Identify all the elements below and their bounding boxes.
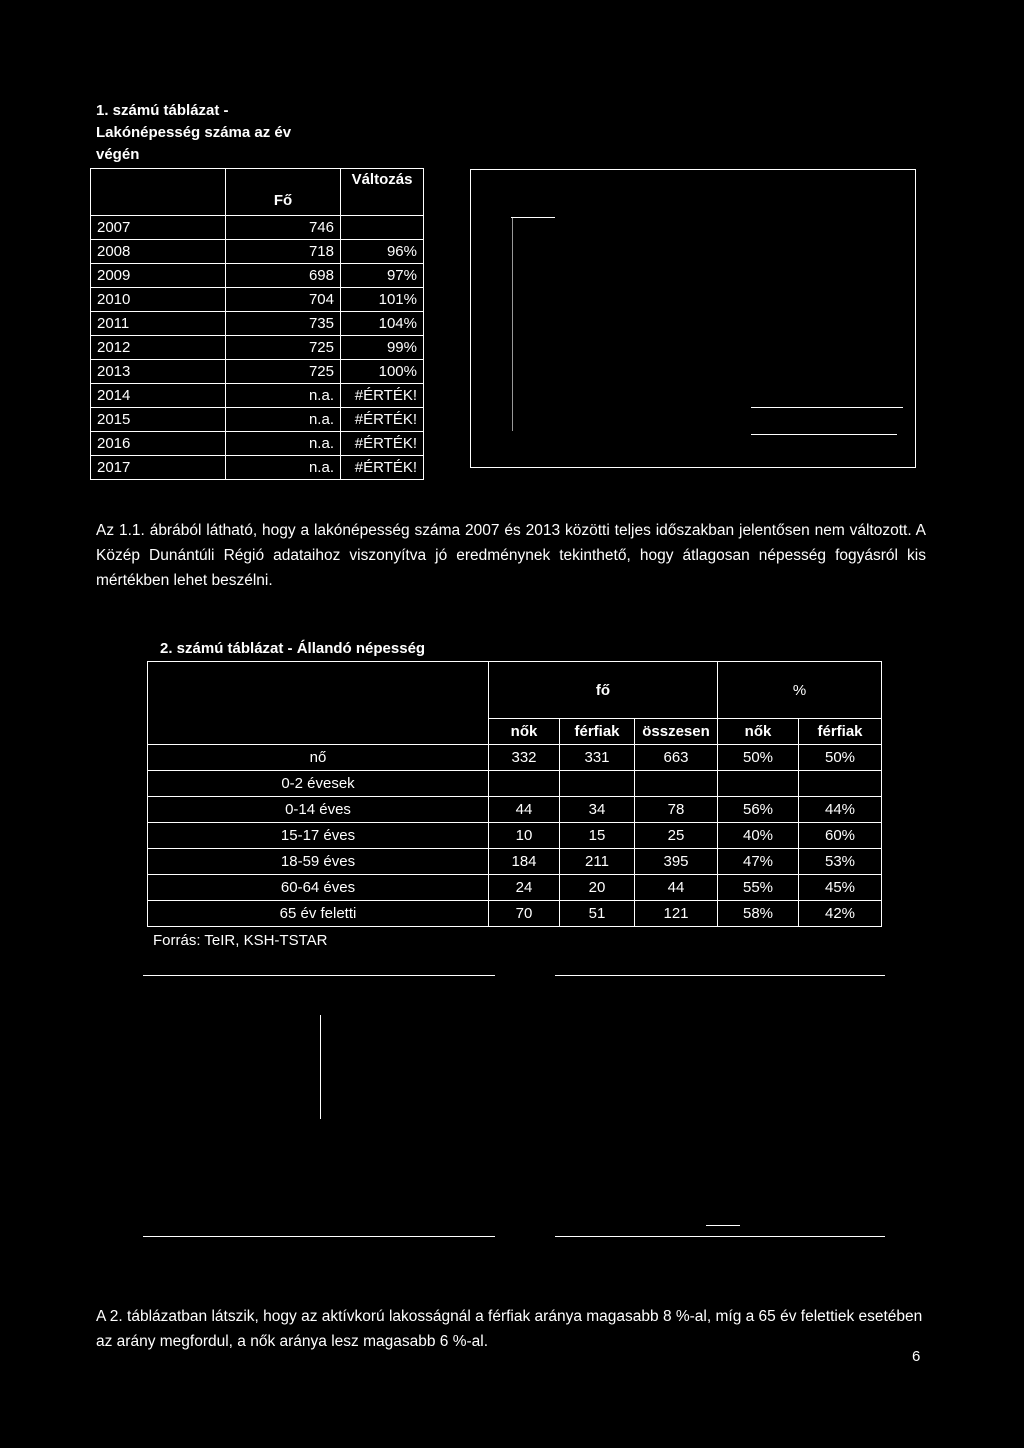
chart-border-line: [555, 1236, 885, 1237]
table-cell: 40%: [718, 823, 799, 849]
table-row: [148, 745, 882, 771]
population-table: [90, 168, 424, 480]
table-cell: 58%: [718, 901, 799, 927]
table-row: [91, 384, 424, 408]
table-row: [91, 456, 424, 480]
table-cell: 96%: [341, 240, 424, 264]
header-group-cell: %: [718, 662, 882, 719]
table-cell: 663: [635, 745, 718, 771]
table-cell: 44%: [799, 797, 882, 823]
table-row: [91, 216, 424, 240]
table-cell: 0-2 évesek: [148, 771, 489, 797]
table-cell: 2007: [91, 216, 226, 240]
table-cell: n.a.: [226, 456, 341, 480]
chart-frame: [470, 169, 916, 468]
table-cell: 2008: [91, 240, 226, 264]
table-cell: #ÉRTÉK!: [341, 456, 424, 480]
permanent-population-table: [147, 661, 882, 927]
table1-title-line: Lakónépesség száma az év: [96, 124, 292, 141]
table-cell: 121: [635, 901, 718, 927]
chart-border-line: [143, 975, 495, 976]
table-row: [148, 901, 882, 927]
header-cell: nők: [489, 719, 560, 745]
table-cell: 2011: [91, 312, 226, 336]
paragraph: A 2. táblázatban látszik, hogy az aktívkorú lakosságnál a férfiak aránya magasabb 8 %-al, míg a 65 év felettiek esetében az arány megfordul, a nők aránya lesz magasabb 6 %-al.: [96, 1308, 923, 1350]
table-cell: 2017: [91, 456, 226, 480]
paragraph: Az 1.1. ábrából látható, hogy a lakónépesség száma 2007 és 2013 közötti teljes időszakban jelentősen nem változott. A Közép Dunántúli Régió adataihoz viszonyítva jó eredménynek tekinthető, hogy átlagosan népesség fogyásról kis mértékben lehet beszélni.: [96, 522, 926, 589]
table-cell: n.a.: [226, 432, 341, 456]
table-cell: 20: [560, 875, 635, 901]
table-cell: 44: [635, 875, 718, 901]
table-cell: [341, 216, 424, 240]
table-cell: 100%: [341, 360, 424, 384]
table-cell: 99%: [341, 336, 424, 360]
header-cell: Fő: [226, 169, 341, 216]
table-cell: 55%: [718, 875, 799, 901]
table-cell: 10: [489, 823, 560, 849]
table-cell: 56%: [718, 797, 799, 823]
table-cell: 15-17 éves: [148, 823, 489, 849]
table-cell: 2012: [91, 336, 226, 360]
chart-legend-line: [706, 1225, 740, 1226]
table-cell: 15: [560, 823, 635, 849]
table-cell: 718: [226, 240, 341, 264]
table-cell: [718, 771, 799, 797]
table-cell: #ÉRTÉK!: [341, 432, 424, 456]
table-cell: 735: [226, 312, 341, 336]
table-cell: 47%: [718, 849, 799, 875]
table-cell: 97%: [341, 264, 424, 288]
table-cell: 725: [226, 336, 341, 360]
table-cell: 2013: [91, 360, 226, 384]
table-cell: 725: [226, 360, 341, 384]
header-cell: Változás: [341, 169, 424, 216]
table-cell: 2010: [91, 288, 226, 312]
table-row: [91, 432, 424, 456]
table-row: [91, 360, 424, 384]
table-cell: 395: [635, 849, 718, 875]
table-cell: 746: [226, 216, 341, 240]
chart-axis-line: [512, 217, 513, 431]
table-cell: 34: [560, 797, 635, 823]
table-cell: 50%: [799, 745, 882, 771]
header-cell: összesen: [635, 719, 718, 745]
table-cell: 25: [635, 823, 718, 849]
header-cell: nők: [718, 719, 799, 745]
table-cell: 60-64 éves: [148, 875, 489, 901]
table-cell: 51: [560, 901, 635, 927]
chart-axis-line: [320, 1015, 321, 1119]
table-cell: 2009: [91, 264, 226, 288]
table1-title: [96, 100, 291, 166]
table-cell: 45%: [799, 875, 882, 901]
table-cell: 704: [226, 288, 341, 312]
table-cell: n.a.: [226, 384, 341, 408]
table-cell: 60%: [799, 823, 882, 849]
table-row: [91, 240, 424, 264]
table-cell: 2016: [91, 432, 226, 456]
header-cell: férfiak: [799, 719, 882, 745]
chart-border-line: [143, 1236, 495, 1237]
table-cell: 332: [489, 745, 560, 771]
table-row: [91, 264, 424, 288]
table-cell: #ÉRTÉK!: [341, 408, 424, 432]
table-row: [91, 336, 424, 360]
table-cell: [635, 771, 718, 797]
header-cell: [148, 662, 489, 745]
table-cell: 184: [489, 849, 560, 875]
header-cell: férfiak: [560, 719, 635, 745]
table-cell: [489, 771, 560, 797]
table-cell: 78: [635, 797, 718, 823]
table-cell: 53%: [799, 849, 882, 875]
table-cell: [560, 771, 635, 797]
table-cell: [799, 771, 882, 797]
chart-legend-line: [751, 434, 897, 435]
table-cell: 0-14 éves: [148, 797, 489, 823]
table-cell: 24: [489, 875, 560, 901]
table-cell: 104%: [341, 312, 424, 336]
table-cell: 331: [560, 745, 635, 771]
table-cell: 211: [560, 849, 635, 875]
table-cell: 18-59 éves: [148, 849, 489, 875]
table-cell: nő: [148, 745, 489, 771]
header-cell: [91, 169, 226, 216]
table-cell: 42%: [799, 901, 882, 927]
source-note: Forrás: TeIR, KSH-TSTAR: [153, 932, 328, 949]
table-cell: 101%: [341, 288, 424, 312]
table1-title-line: végén: [96, 146, 140, 163]
table-row: [148, 849, 882, 875]
table-cell: 50%: [718, 745, 799, 771]
table-cell: #ÉRTÉK!: [341, 384, 424, 408]
table-row: [91, 408, 424, 432]
chart-axis-line: [511, 217, 555, 218]
table-header-row: [91, 169, 424, 216]
table-cell: 2014: [91, 384, 226, 408]
chart-border-line: [555, 975, 885, 976]
table1-title-line: 1. számú táblázat -: [96, 102, 229, 119]
table-header-row: [148, 662, 882, 719]
table-cell: 2015: [91, 408, 226, 432]
table-cell: 44: [489, 797, 560, 823]
chart-legend-line: [751, 407, 903, 408]
table-cell: 70: [489, 901, 560, 927]
page-number: 6: [912, 1348, 921, 1365]
table2-title: 2. számú táblázat - Állandó népesség: [160, 640, 426, 657]
table-row: [148, 797, 882, 823]
table-row: [91, 288, 424, 312]
header-group-cell: fő: [489, 662, 718, 719]
table-row: [91, 312, 424, 336]
table-row: [148, 823, 882, 849]
table-cell: n.a.: [226, 408, 341, 432]
table-row: [148, 875, 882, 901]
table-cell: 65 év feletti: [148, 901, 489, 927]
table-cell: 698: [226, 264, 341, 288]
table-row: [148, 771, 882, 797]
